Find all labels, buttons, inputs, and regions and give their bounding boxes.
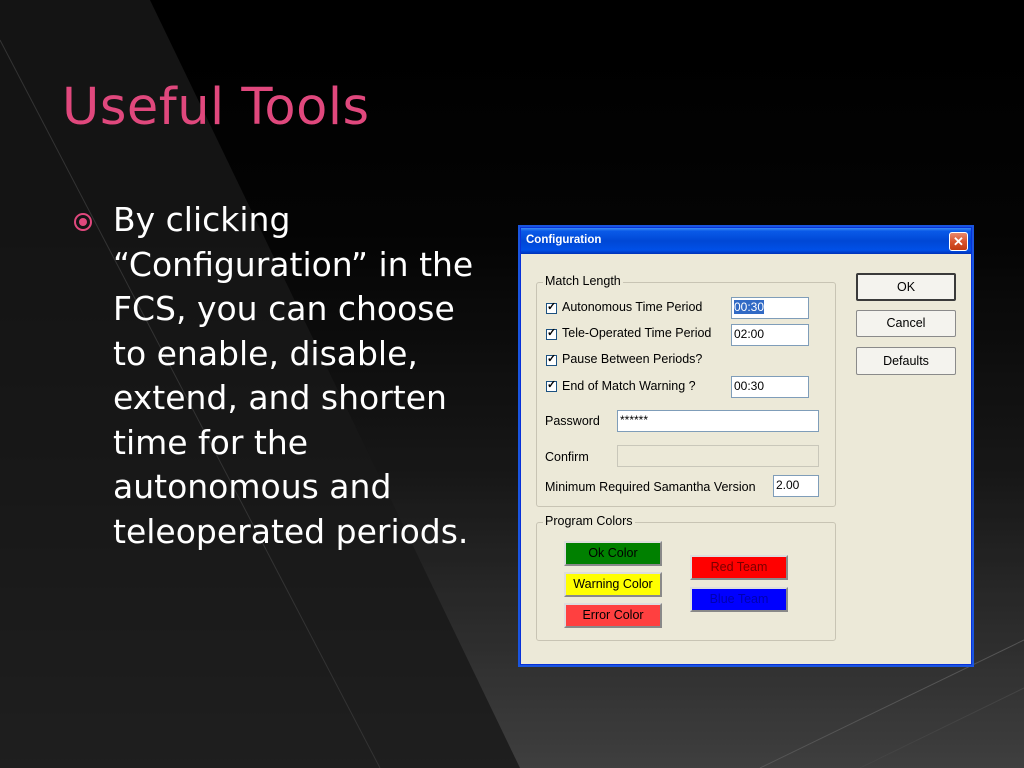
radio-bullet-icon: [73, 212, 93, 232]
defaults-button[interactable]: Defaults: [856, 347, 956, 375]
dialog-titlebar[interactable]: [521, 228, 971, 254]
confirm-label: Confirm: [545, 450, 589, 464]
program-colors-group: [536, 514, 836, 641]
slide-title: Useful Tools: [62, 78, 370, 137]
error-color-button[interactable]: Error Color: [564, 603, 662, 628]
blue-team-button[interactable]: Blue Team: [690, 587, 788, 612]
min-version-input[interactable]: 2.00: [773, 475, 819, 497]
pause-checkbox[interactable]: [546, 355, 557, 366]
ok-color-button[interactable]: Ok Color: [564, 541, 662, 566]
min-version-label: Minimum Required Samantha Version: [545, 480, 756, 494]
teleop-checkbox[interactable]: [546, 329, 557, 340]
bullet-text: By clicking “Configuration” in the FCS, you can choose to enable, disable, extend, and shorten time for the autonomous and teleoperated periods.: [113, 200, 474, 551]
teleop-label: Tele-Operated Time Period: [562, 326, 712, 340]
ok-button[interactable]: OK: [856, 273, 956, 301]
warning-color-button[interactable]: Warning Color: [564, 572, 662, 597]
end-warning-input[interactable]: 00:30: [731, 376, 809, 398]
red-team-button[interactable]: Red Team: [690, 555, 788, 580]
match-length-group: [536, 274, 836, 507]
pause-label: Pause Between Periods?: [562, 352, 703, 366]
end-warning-checkbox[interactable]: [546, 381, 557, 392]
match-length-label: Match Length: [545, 274, 621, 288]
close-icon[interactable]: ✕: [949, 232, 968, 251]
autonomous-label: Autonomous Time Period: [562, 300, 703, 314]
confirm-input[interactable]: [617, 445, 819, 467]
end-warning-label: End of Match Warning ?: [562, 379, 696, 393]
configuration-dialog: [520, 227, 972, 665]
program-colors-label: Program Colors: [545, 514, 633, 528]
autonomous-checkbox[interactable]: [546, 303, 557, 314]
dialog-title: Configuration: [526, 234, 602, 246]
password-label: Password: [545, 414, 600, 428]
teleop-time-input[interactable]: 02:00: [731, 324, 809, 346]
autonomous-time-input[interactable]: 00:30: [731, 297, 809, 319]
password-input[interactable]: ******: [617, 410, 819, 432]
cancel-button[interactable]: Cancel: [856, 310, 956, 337]
